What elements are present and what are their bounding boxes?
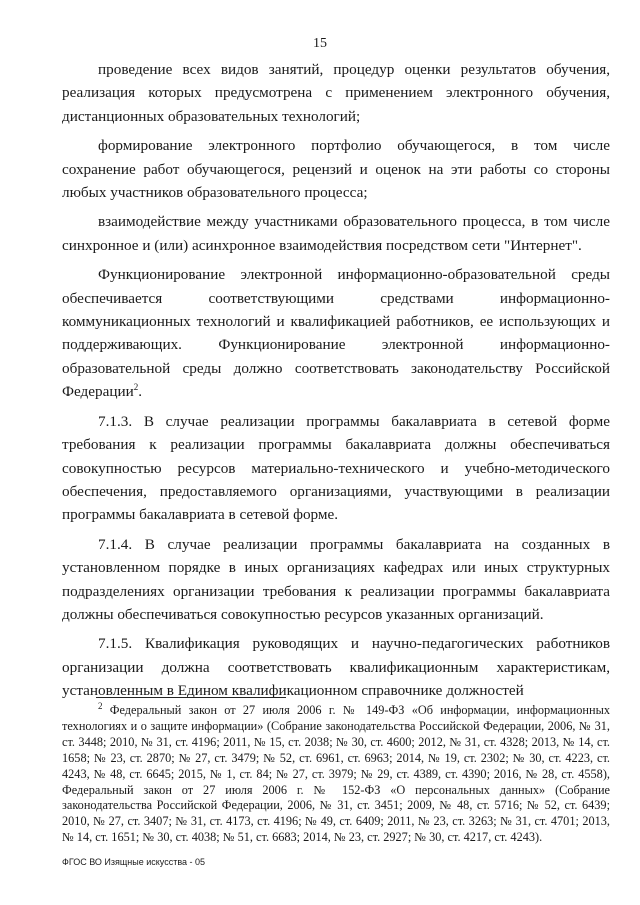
footnote <box>62 700 610 846</box>
paragraph-2: формирование электронного портфолио обучающегося, в том числе сохранение работ обучающегося, рецензий и оценок на эти работы со стороны любых участников образовательного процесса; <box>62 137 610 202</box>
footnote-text: Федеральный закон от 27 июля 2006 г. № 149-ФЗ «Об информации, информационных технологиях и о защите информации» (Собрание законодательства Российской Федерации, 2006, № 31, ст. 3448; 2010, № 31, ст. 4196; 2011, № 15, ст. 2038; № 30, ст. 4600; 2012, № 31, ст. 4328; 2013, № 14, ст. 1658; № 23, ст. 2870; № 27, ст. 3479; № 52, ст. 6961, ст. 6963; 2014, № 19, ст. 2302; № 30, ст. 4223, ст. 4243, № 48, ст. 6645; 2015, № 1, ст. 84; № 27, ст. 3979; № 29, ст. 4389, ст. 4390; 2016, № 28, ст. 4558), Федеральный закон от 27 июля 2006 г. № 152-ФЗ «О персональных данных» (Собрание законодательства Российской Федерации, 2006, № 31, ст. 3451; 2009, № 48, ст. 5716; № 52, ст. 6439; 2010, № 27, ст. 3407; № 31, ст. 4173, ст. 4196; № 49, ст. 6409; 2011, № 23, ст. 3263; № 31, ст. 4701; 2013, № 14, ст. 1651; № 30, ст. 4038; № 51, ст. 6683; 2014, № 23, ст. 2927; № 30, ст. 4217, ст. 4243). <box>62 703 610 845</box>
document-body <box>62 58 610 703</box>
footnote-mark: 2 <box>98 700 103 711</box>
paragraph-3: взаимодействие между участниками образовательного процесса, в том числе синхронное и (или) асинхронное взаимодействия посредством сети "Интернет". <box>62 213 610 254</box>
paragraph-4-period: . <box>138 383 143 401</box>
footnote-reference: 2 <box>133 382 139 393</box>
paragraph-1: проведение всех видов занятий, процедур оценки результатов обучения, реализация которых предусмотрена с применением электронного обучения, дистанционных образовательных технологий; <box>62 61 610 125</box>
paragraph-7-1-3: 7.1.3. В случае реализации программы бакалавриата в сетевой форме требования к реализации программы бакалавриата должны обеспечиваться совокупностью ресурсов материально-технического и учебно-методического обеспечения, предоставляемого организациями, участвующими в реализации программы бакалавриата в сетевой форме. <box>62 412 610 524</box>
page-number: 15 <box>313 36 327 51</box>
paragraph-4 <box>62 263 610 403</box>
paragraph-4-text: Функционирование электронной информационно-образовательной среды обеспечивается соответствующими средствами информационно-коммуникационных технологий и квалификацией работников, ее использующих и поддерживающих. Функционирование электронной информационно-образовательной среды должно соответствовать законодательству Российской Федерации <box>62 266 610 401</box>
paragraph-7-1-5: 7.1.5. Квалификация руководящих и научно-педагогических работников организации должна соответствовать квалификационным характеристикам, установленным в Едином квалификационном справочнике должностей <box>62 635 610 700</box>
document-footer-label: ФГОС ВО Изящные искусства - 05 <box>62 857 206 867</box>
footnote-divider <box>96 697 286 698</box>
paragraph-7-1-4: 7.1.4. В случае реализации программы бакалавриата на созданных в установленном порядке в иных организациях кафедрах или иных структурных подразделениях организации требования к реализации программы бакалавриата должны обеспечиваться совокупностью ресурсов указанных организаций. <box>62 535 610 623</box>
